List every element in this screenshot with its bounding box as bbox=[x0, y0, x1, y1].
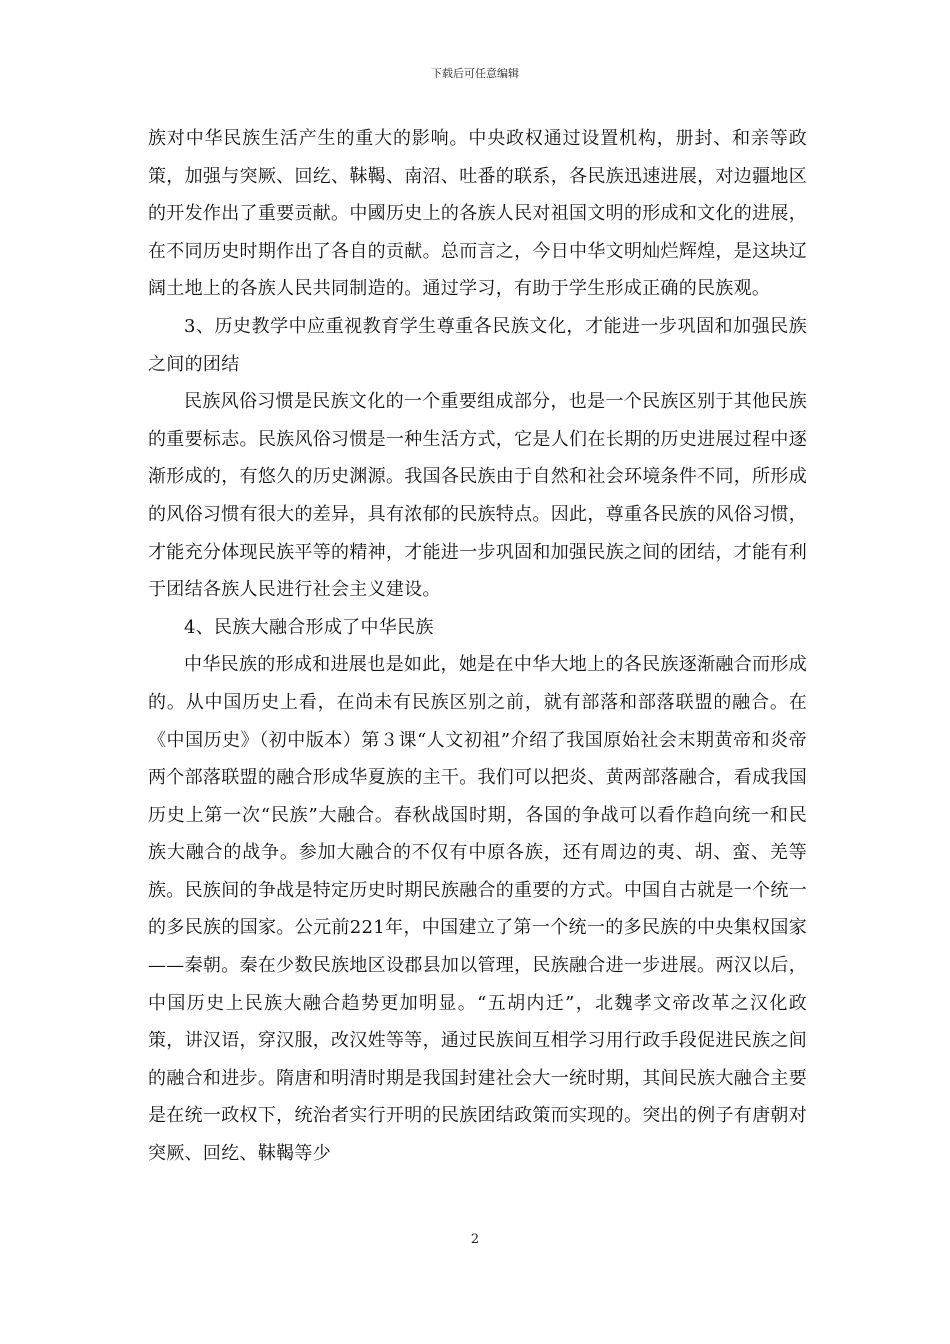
paragraph-continuation: 族对中华民族生活产生的重大的影响。中央政权通过设置机构，册封、和亲等政策，加强与突厥、回纥、靺鞨、南沼、吐番的联系，各民族迅速进展，对边疆地区的开发作出了重要贡献。中國历史上的各族人民对祖国文明的形成和文化的进展，在不同历史时期作出了各自的贡献。总而言之，今日中华文明灿烂辉煌，是这块辽阔土地上的各族人民共同制造的。通过学习，有助于学生形成正确的民族观。 bbox=[148, 128, 807, 300]
page-number: 2 bbox=[470, 1232, 480, 1247]
paragraph-customs: 民族风俗习惯是民族文化的一个重要组成部分，也是一个民族区别于其他民族的重要标志。民族风俗习惯是一种生活方式，它是人们在长期的历史进展过程中逐渐形成的，有悠久的历史渊源。我国各民族由于自然和社会环境条件不同，所形成的风俗习惯有很大的差异，具有浓郁的民族特点。因此，尊重各民族的风俗习惯，才能充分体现民族平等的精神，才能进一步巩固和加强民族之间的团结，才能有利于团结各族人民进行社会主义建设。 bbox=[148, 391, 807, 601]
section-heading-3: 3、历史教学中应重视教育学生尊重各民族文化，才能进一步巩固和加强民族之间的团结 bbox=[148, 315, 807, 375]
document-body bbox=[148, 120, 807, 1173]
section-heading-4: 4、民族大融合形成了中华民族 bbox=[184, 616, 434, 638]
paragraph-fusion: 中华民族的形成和进展也是如此，她是在中华大地上的各民族逐渐融合而形成的。从中国历史上看，在尚未有民族区别之前，就有部落和部落联盟的融合。在《中国历史》（初中版本）第３课“人文初祖”介绍了我国原始社会末期黄帝和炎帝两个部落联盟的融合形成华夏族的主干。我们可以把炎、黄两部落融合，看成我国历史上第一次“民族”大融合。春秋战国时期，各国的争战可以看作趋向统一和民族大融合的战争。参加大融合的不仅有中原各族，还有周边的夷、胡、蛮、羌等族。民族间的争战是特定历史时期民族融合的重要的方式。中国自古就是一个统一的多民族的国家。公元前221年，中国建立了第一个统一的多民族的中央集权国家——秦朝。秦在少数民族地区设郡县加以管理，民族融合进一步进展。两汉以后，中国历史上民族大融合趋势更加明显。“五胡内迁”，北魏孝文帝改革之汉化政策，讲汉语，穿汉服，改汉姓等等，通过民族间互相学习用行政手段促进民族之间的融合和进步。隋唐和明清时期是我国封建社会大一统时期，其间民族大融合主要是在统一政权下，统治者实行开明的民族团结政策而实现的。突出的例子有唐朝对突厥、回纥、靺鞨等少 bbox=[148, 654, 807, 1165]
page-header: 下载后可任意编辑 bbox=[431, 67, 519, 80]
